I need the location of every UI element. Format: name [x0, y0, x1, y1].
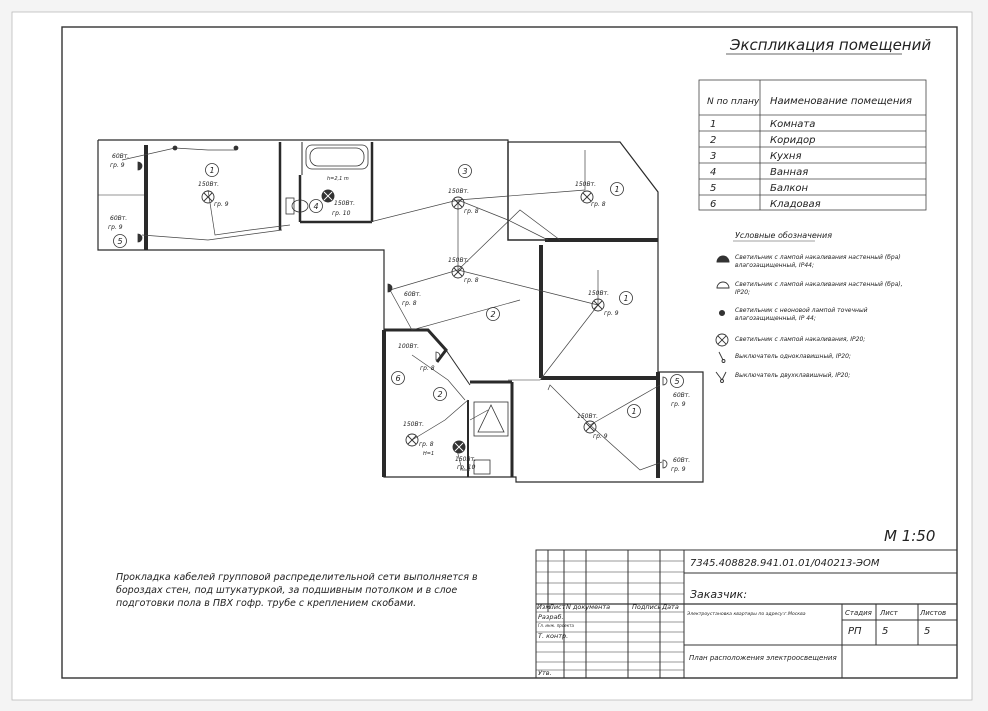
explication-col-name: Наименование помещения — [770, 96, 912, 107]
lamp-group: гр. 10 — [457, 464, 476, 471]
bath-spot-height: h=2,1 m — [327, 176, 349, 182]
lamp-power: 150Вт. — [588, 290, 609, 297]
lamp-power: 150Вт. — [455, 456, 476, 463]
title-block-role: Утв. — [538, 669, 552, 677]
sconce-group: гр. 9 — [671, 401, 686, 408]
lamp-power: 150Вт. — [198, 181, 219, 188]
explication-row-number: 4 — [710, 167, 717, 178]
legend-item-text: Светильник с лампой накаливания настенный (бра), — [735, 281, 903, 288]
room-number: 1 — [614, 185, 620, 194]
document-code: 7345.408828.941.01.01/040213-ЭОМ — [690, 558, 880, 569]
note-line: Прокладка кабелей групповой распределительной сети выполняется в — [116, 572, 478, 583]
explication-row-name: Ванная — [770, 167, 809, 178]
sconce-power: 60Вт. — [112, 153, 130, 160]
room-number: 2 — [437, 390, 443, 399]
explication-col-number: N по плану — [707, 97, 760, 107]
room-number: 1 — [623, 294, 629, 303]
sconce-power: 100Вт. — [398, 343, 419, 350]
explication-row-number: 5 — [710, 183, 717, 194]
title-block-columns — [537, 603, 679, 611]
legend-item-text: Светильник с лампой накаливания настенный (бра) — [735, 254, 901, 261]
legend-item-text: влагозащищенный, IP44; — [735, 262, 814, 269]
sconce-group: гр. 8 — [420, 365, 435, 372]
note-line: подготовки пола в ПВХ гофр. трубе с креплением скобами. — [116, 598, 417, 609]
object-address: Электроустановка квартиры по адресу:г.Москва — [687, 612, 806, 617]
explication-row-name: Коридор — [770, 135, 816, 146]
sconce-group: гр. 8 — [402, 300, 417, 307]
sheets-label: Листов — [920, 609, 947, 617]
lamp-power: 150Вт. — [577, 413, 598, 420]
sheet-title: План расположения электроосвещения — [689, 654, 837, 662]
lamp-group: гр. 8 — [464, 277, 479, 284]
bath-lamp-icon — [322, 190, 334, 202]
customer-label: Заказчик: — [690, 588, 748, 601]
lamp-group: гр. 8 — [591, 201, 606, 208]
lamp-power: 150Вт. — [403, 421, 424, 428]
explication-row-number: 3 — [710, 151, 717, 162]
title-block-column-label: Дата — [662, 603, 679, 611]
lamp-group: гр. 10 — [332, 210, 351, 217]
sheet-value: 5 — [882, 626, 889, 637]
lamp-power: 150Вт. — [448, 257, 469, 264]
explication-title: Экспликация помещений — [730, 36, 932, 54]
stage-label: Стадия — [845, 609, 872, 617]
room-number: 1 — [209, 166, 215, 175]
sconce-power: 60Вт. — [673, 392, 691, 399]
sconce-group: гр. 9 — [671, 466, 686, 473]
title-block-role: Т. контр. — [538, 632, 569, 640]
lamp-group: гр. 9 — [604, 310, 619, 317]
sconce-group: гр. 9 — [108, 224, 123, 231]
sconce-power: 60Вт. — [673, 457, 691, 464]
explication-row-number: 2 — [710, 135, 717, 146]
title-block-role: Разраб. — [538, 613, 564, 621]
sheet-label: Лист — [880, 609, 898, 617]
bath-lamp-icon — [453, 441, 465, 453]
title-block-column-label: N документа — [566, 603, 611, 611]
room-number: 5 — [117, 237, 123, 246]
legend-item-text: IP20; — [735, 289, 751, 296]
scale-label: М 1:50 — [884, 527, 936, 545]
room-number: 6 — [395, 374, 401, 383]
lamp-group: гр. 8 — [419, 441, 434, 448]
lamp-group: гр. 8 — [464, 208, 479, 215]
legend-item-text: Выключатель одноклавишный, IP20; — [735, 353, 851, 360]
legend-item-text: Светильник с лампой накаливания, IP20; — [735, 336, 866, 343]
room-number: 5 — [674, 377, 680, 386]
title-block-role: Гл. инж. проекта — [538, 623, 574, 628]
legend-item-text: Светильник с неоновой лампой точечный — [735, 307, 868, 314]
spot-lamp-icon — [719, 310, 724, 315]
explication-row-name: Балкон — [770, 183, 809, 194]
lamp-group: гр. 9 — [593, 433, 608, 440]
note-line: бороздах стен, под штукатуркой, за подшивным потолком и в слое — [116, 585, 458, 596]
explication-row-name: Комната — [770, 119, 816, 130]
lamp-group: гр. 9 — [214, 201, 229, 208]
legend-item-text: Выключатель двухклавишный, IP20; — [735, 372, 851, 379]
lamp-power: 150Вт. — [334, 200, 355, 207]
legend-title: Условные обозначения — [735, 231, 833, 240]
room-number: 2 — [490, 310, 496, 319]
title-block-column-label: Изм. — [537, 603, 553, 611]
title-block-column-label: Подпись — [632, 603, 662, 611]
sconce-power: 60Вт. — [404, 291, 422, 298]
sheets-value: 5 — [924, 626, 931, 637]
room-number: 4 — [313, 202, 319, 211]
explication-row-number: 6 — [710, 199, 717, 210]
room-number: 3 — [462, 167, 468, 176]
stage-value: РП — [848, 626, 862, 637]
room-number: 1 — [631, 407, 637, 416]
sconce-power: 60Вт. — [110, 215, 128, 222]
legend-item-text: влагозащищенный, IP 44; — [735, 315, 816, 322]
explication-row-name: Кладовая — [770, 199, 821, 210]
title-block-column-label: Лист — [549, 603, 566, 611]
lamp-power: 150Вт. — [448, 188, 469, 195]
sconce-group: гр. 9 — [110, 162, 125, 169]
explication-row-number: 1 — [710, 119, 717, 130]
explication-row-name: Кухня — [770, 151, 802, 162]
lamp-power: 150Вт. — [575, 181, 596, 188]
switch-height: H=1 — [423, 451, 435, 457]
